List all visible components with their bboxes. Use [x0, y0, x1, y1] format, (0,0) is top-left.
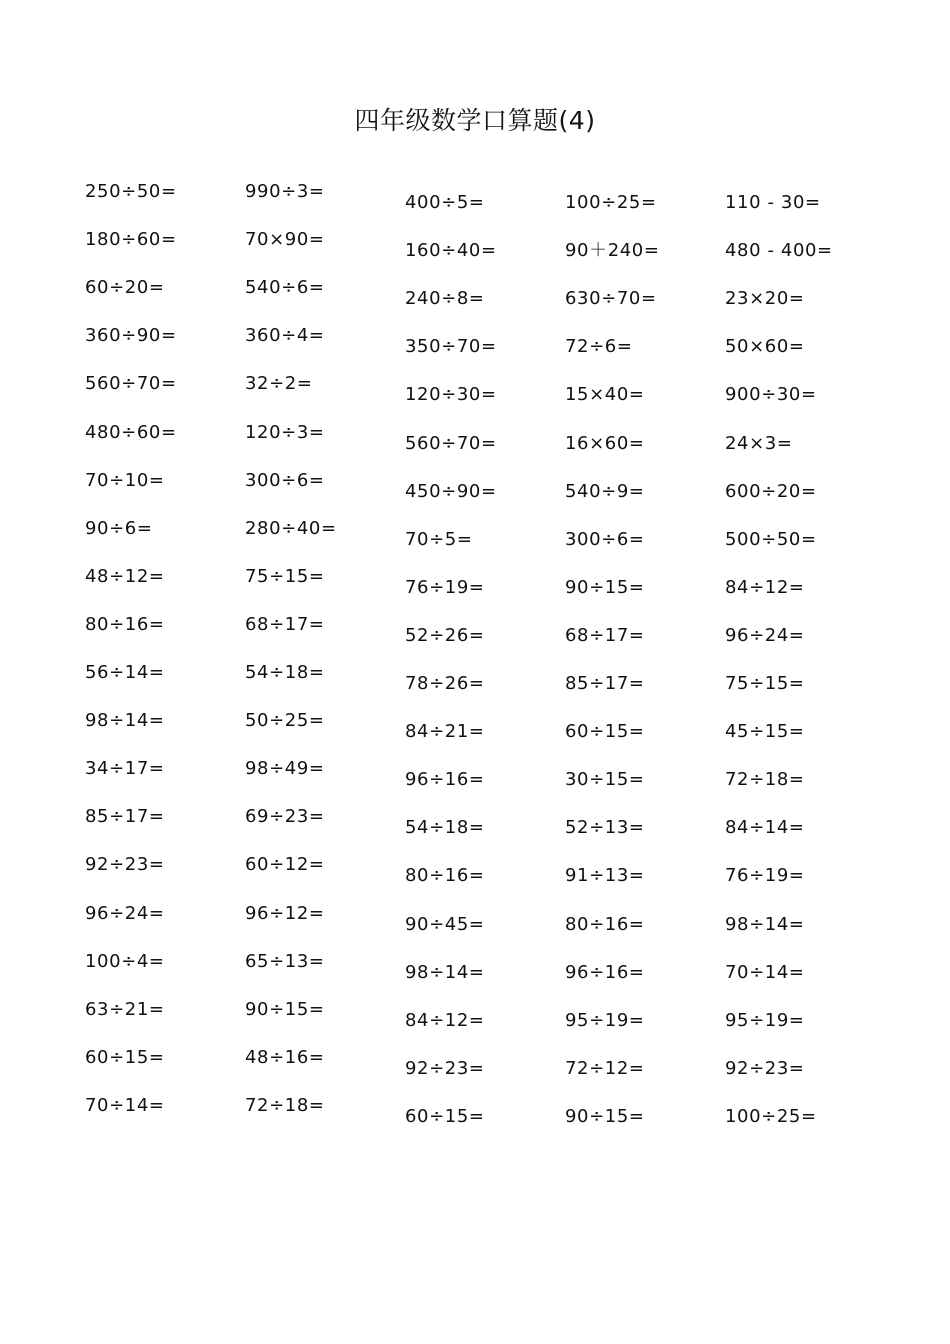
problem-item: 350÷70= — [405, 336, 497, 358]
problem-item: 600÷20= — [725, 480, 817, 502]
problem-item: 60÷15= — [565, 721, 645, 743]
problem-item: 84÷21= — [405, 721, 485, 743]
problem-item: 900÷30= — [725, 384, 817, 406]
problem-item: 450÷90= — [405, 480, 497, 502]
problem-item: 120÷3= — [245, 421, 325, 443]
problem-item: 92÷23= — [405, 1057, 485, 1079]
problem-item: 54÷18= — [245, 662, 325, 683]
problem-item: 240÷8= — [405, 288, 485, 310]
page-title: 四年级数学口算题(4) — [354, 106, 596, 135]
problem-item: 75÷15= — [245, 565, 325, 587]
problem-item: 300÷6= — [245, 469, 325, 491]
problem-item: 95÷19= — [725, 1009, 805, 1031]
problem-item: 90÷45= — [405, 913, 485, 935]
problem-item: 480 - 400= — [725, 240, 833, 262]
problem-item: 68÷17= — [245, 613, 325, 635]
problem-item: 60÷15= — [85, 1046, 165, 1068]
problem-item: 56÷14= — [85, 662, 165, 683]
problem-item: 24×3= — [725, 432, 793, 454]
problem-item: 72÷6= — [565, 336, 633, 358]
problem-item: 560÷70= — [405, 432, 497, 454]
problem-item: 76÷19= — [405, 576, 485, 598]
problem-item: 32÷2= — [245, 373, 313, 395]
problem-item: 360÷4= — [245, 325, 325, 347]
problem-item: 23×20= — [725, 288, 805, 310]
problem-item: 15×40= — [565, 384, 645, 406]
problem-item: 96÷12= — [245, 902, 325, 924]
problem-item: 92÷23= — [85, 854, 165, 876]
problem-item: 80÷16= — [565, 913, 645, 935]
problem-item: 84÷14= — [725, 817, 805, 839]
problem-item: 70÷14= — [85, 1094, 165, 1116]
problem-item: 34÷17= — [85, 758, 165, 780]
problem-item: 68÷17= — [565, 624, 645, 646]
problem-item: 70÷14= — [725, 961, 805, 983]
problem-item: 72÷12= — [565, 1057, 645, 1079]
problem-item: 75÷15= — [725, 673, 805, 694]
problem-item: 95÷19= — [565, 1009, 645, 1031]
problem-item: 160÷40= — [405, 240, 497, 262]
problem-item: 400÷5= — [405, 192, 485, 213]
problem-item: 90＋240= — [565, 240, 660, 262]
problem-item: 540÷9= — [565, 480, 645, 502]
problem-item: 500÷50= — [725, 528, 817, 550]
problem-item: 85÷17= — [565, 673, 645, 694]
problem-item: 45÷15= — [725, 721, 805, 743]
problem-item: 84÷12= — [725, 576, 805, 598]
problem-item: 90÷6= — [85, 517, 153, 539]
problem-item: 98÷14= — [725, 913, 805, 935]
problem-item: 63÷21= — [85, 998, 165, 1020]
problem-item: 250÷50= — [85, 181, 177, 202]
problem-item: 96÷16= — [565, 961, 645, 983]
problem-item: 98÷14= — [405, 961, 485, 983]
problem-item: 300÷6= — [565, 528, 645, 550]
problem-item: 60÷15= — [405, 1105, 485, 1127]
problem-item: 80÷16= — [405, 865, 485, 887]
problem-item: 70×90= — [245, 229, 325, 251]
problem-item: 60÷20= — [85, 277, 165, 299]
problem-item: 65÷13= — [245, 950, 325, 972]
problem-item: 98÷49= — [245, 758, 325, 780]
problem-item: 48÷16= — [245, 1046, 325, 1068]
problem-item: 180÷60= — [85, 229, 177, 251]
problem-item: 92÷23= — [725, 1057, 805, 1079]
problem-item: 630÷70= — [565, 288, 657, 310]
problem-item: 70÷5= — [405, 528, 473, 550]
problem-item: 76÷19= — [725, 865, 805, 887]
problem-item: 80÷16= — [85, 613, 165, 635]
problem-item: 480÷60= — [85, 421, 177, 443]
problem-item: 84÷12= — [405, 1009, 485, 1031]
problem-item: 30÷15= — [565, 769, 645, 791]
problem-item: 990÷3= — [245, 181, 325, 202]
problem-item: 91÷13= — [565, 865, 645, 887]
problem-item: 96÷16= — [405, 769, 485, 791]
problem-item: 96÷24= — [725, 624, 805, 646]
problem-item: 72÷18= — [725, 769, 805, 791]
problem-item: 48÷12= — [85, 565, 165, 587]
problem-item: 98÷14= — [85, 710, 165, 732]
problem-item: 100÷25= — [565, 192, 657, 213]
problem-item: 78÷26= — [405, 673, 485, 694]
problem-item: 52÷26= — [405, 624, 485, 646]
problem-item: 90÷15= — [245, 998, 325, 1020]
problem-item: 69÷23= — [245, 806, 325, 828]
problem-item: 110 - 30= — [725, 192, 821, 213]
problem-item: 50÷25= — [245, 710, 325, 732]
problem-item: 72÷18= — [245, 1094, 325, 1116]
problem-item: 16×60= — [565, 432, 645, 454]
problem-item: 85÷17= — [85, 806, 165, 828]
problem-item: 90÷15= — [565, 1105, 645, 1127]
problem-item: 70÷10= — [85, 469, 165, 491]
problem-item: 52÷13= — [565, 817, 645, 839]
problem-item: 540÷6= — [245, 277, 325, 299]
problem-item: 96÷24= — [85, 902, 165, 924]
problem-item: 60÷12= — [245, 854, 325, 876]
problem-item: 280÷40= — [245, 517, 337, 539]
problem-item: 90÷15= — [565, 576, 645, 598]
problem-item: 120÷30= — [405, 384, 497, 406]
problem-item: 560÷70= — [85, 373, 177, 395]
problem-item: 100÷25= — [725, 1105, 817, 1127]
problem-item: 360÷90= — [85, 325, 177, 347]
problem-item: 50×60= — [725, 336, 805, 358]
problem-item: 100÷4= — [85, 950, 165, 972]
problem-item: 54÷18= — [405, 817, 485, 839]
